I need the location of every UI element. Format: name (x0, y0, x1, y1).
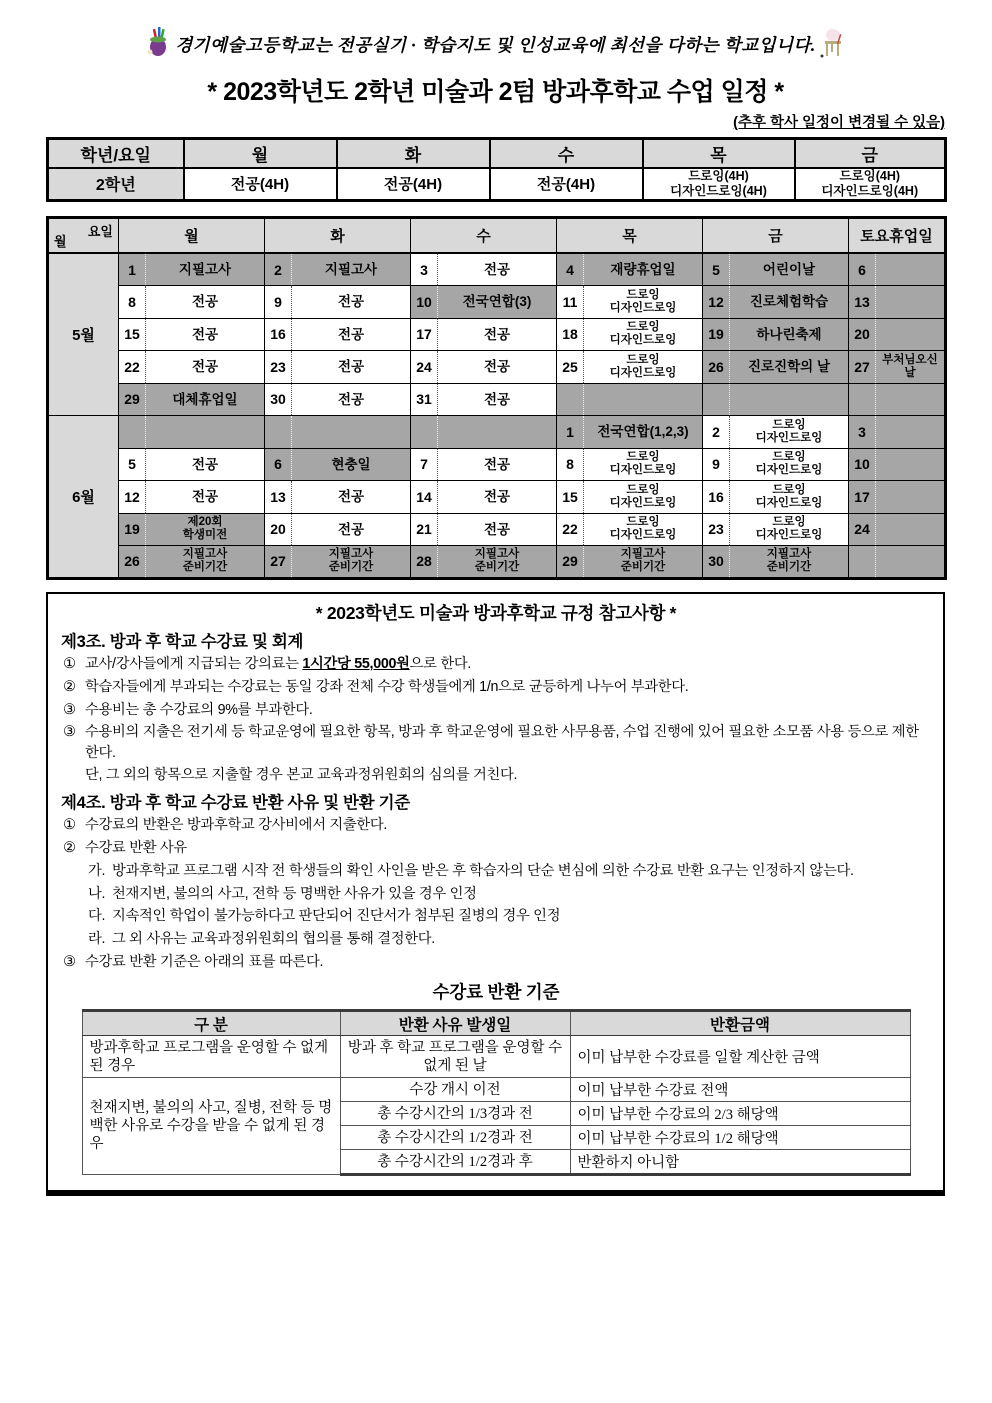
refund-header-cell: 구 분 (82, 1011, 340, 1036)
day-number: 22 (119, 351, 146, 383)
rule-item (61, 884, 931, 904)
day-event: 전국연합(3) (462, 294, 532, 310)
day-event: 전공 (191, 359, 219, 375)
calendar-day-cell (703, 318, 849, 351)
rule-marker: ① (63, 817, 76, 834)
day-number: 29 (557, 546, 584, 577)
day-event (876, 449, 944, 481)
calendar-day-cell (849, 351, 946, 384)
day-event: 대체휴업일 (172, 391, 238, 407)
calendar-day-cell (849, 286, 946, 319)
day-number: 9 (265, 286, 292, 318)
day-number: 20 (265, 514, 292, 546)
calendar-day-cell (703, 286, 849, 319)
day-number: 27 (265, 546, 292, 577)
refund-criteria-table (82, 1009, 911, 1176)
refund-table-title: 수강료 반환 기준 (432, 982, 560, 1003)
day-number: 11 (557, 286, 584, 318)
day-event: 전공 (483, 391, 511, 407)
day-number: 31 (411, 384, 438, 416)
day-number: 28 (411, 546, 438, 577)
day-event: 드로잉 디자인드로잉 (755, 451, 823, 477)
rule-item (61, 815, 931, 835)
day-event (876, 514, 944, 546)
day-number: 3 (849, 416, 876, 448)
calendar-day-cell (557, 286, 703, 319)
day-event: 진로진학의 날 (748, 359, 830, 375)
day-event: 전공 (483, 326, 511, 342)
day-number: 13 (265, 481, 292, 513)
refund-amount-cell: 이미 납부한 수강료를 일할 계산한 금액 (570, 1036, 910, 1078)
rule-text: 천재지변, 불의의 사고, 전학 등 명백한 사유가 있을 경우 인정 (112, 885, 477, 902)
page-title: * 2023학년도 2학년 미술과 2텀 방과후학교 수업 일정 * (207, 78, 784, 106)
rule-text: 단, 그 외의 항목으로 지출할 경우 본교 교육과정위원회의 심의를 거친다. (85, 767, 518, 784)
day-number: 27 (849, 351, 876, 383)
day-number (265, 416, 292, 448)
calendar-day-cell (265, 448, 411, 481)
day-event (876, 384, 944, 416)
corner-day-label: 요일 (87, 223, 113, 239)
rules-section (46, 592, 945, 1197)
calendar-day-cell (265, 286, 411, 319)
rule-marker: ② (63, 678, 76, 695)
calendar-day-cell (265, 416, 411, 449)
rule-text: 수강료의 반환은 방과후학교 강사비에서 지출한다. (85, 817, 388, 834)
day-number: 23 (703, 514, 730, 546)
calendar-day-cell (411, 448, 557, 481)
day-event: 재량휴업일 (610, 261, 676, 277)
calendar-day-cell (849, 546, 946, 579)
day-number (119, 416, 146, 448)
calendar-day-header: 월 (119, 217, 265, 253)
day-event: 제20회 학생미전 (182, 516, 228, 542)
day-event: 지필고사 (178, 261, 232, 277)
calendar-day-cell (265, 383, 411, 416)
calendar-day-cell (557, 253, 703, 286)
easel-icon (820, 26, 846, 63)
day-number (557, 384, 584, 416)
day-number: 3 (411, 254, 438, 285)
calendar-week-row (48, 481, 946, 514)
day-number: 6 (849, 254, 876, 285)
day-event (292, 416, 410, 448)
day-event: 전공 (483, 456, 511, 472)
day-event (146, 416, 264, 448)
rule-marker: ③ (63, 724, 76, 741)
day-event: 드로잉 디자인드로잉 (609, 353, 677, 379)
day-number: 14 (411, 481, 438, 513)
day-event: 지필고사 준비기간 (328, 548, 374, 574)
calendar-day-cell (119, 513, 265, 546)
day-number: 5 (703, 254, 730, 285)
day-event: 진로체험학습 (749, 294, 829, 310)
day-number: 4 (557, 254, 584, 285)
rule-text: 학습자들에게 부과되는 수강료는 동일 강좌 전체 수강 학생들에게 1/n으로 균등하게 나누어 부과한다. (85, 678, 689, 695)
refund-event-cell: 총 수강시간의 1/2경과 후 (340, 1150, 570, 1175)
calendar-day-cell (119, 286, 265, 319)
rule-item (61, 906, 931, 926)
day-event (876, 319, 944, 351)
day-number: 12 (703, 286, 730, 318)
rule-text: 그 외 사유는 교육과정위원회의 협의를 통해 결정한다. (112, 931, 435, 948)
day-event (438, 416, 556, 448)
month-label-cell: 5월 (48, 253, 119, 416)
weekly-body-row (48, 168, 946, 201)
day-number: 13 (849, 286, 876, 318)
day-event (876, 546, 944, 577)
day-event: 지필고사 (324, 261, 378, 277)
monthly-calendar-table (46, 216, 947, 580)
weekly-header-row (48, 139, 946, 168)
calendar-day-cell (411, 383, 557, 416)
day-number: 1 (557, 416, 584, 448)
day-number: 2 (703, 416, 730, 448)
calendar-day-cell (557, 351, 703, 384)
calendar-day-cell (411, 286, 557, 319)
day-number: 29 (119, 384, 146, 416)
calendar-day-cell (849, 481, 946, 514)
day-number: 22 (557, 514, 584, 546)
calendar-week-row (48, 448, 946, 481)
day-number: 8 (119, 286, 146, 318)
day-number: 10 (411, 286, 438, 318)
calendar-day-cell (557, 513, 703, 546)
refund-amount-cell: 이미 납부한 수강료의 2/3 해당액 (570, 1102, 910, 1126)
day-number: 16 (265, 319, 292, 351)
calendar-week-row (48, 416, 946, 449)
calendar-day-cell (849, 448, 946, 481)
grade-label-cell: 2학년 (48, 168, 184, 201)
refund-row (82, 1078, 910, 1102)
calendar-day-cell (849, 513, 946, 546)
day-event (584, 384, 702, 416)
rule-marker: ③ (63, 701, 76, 718)
calendar-day-cell (703, 351, 849, 384)
refund-event-cell: 총 수강시간의 1/3경과 전 (340, 1102, 570, 1126)
rule-item (61, 861, 931, 881)
calendar-day-cell (119, 351, 265, 384)
day-number (849, 546, 876, 577)
day-number: 18 (557, 319, 584, 351)
day-event: 전국연합(1,2,3) (597, 424, 689, 440)
day-event: 지필고사 준비기간 (766, 548, 812, 574)
weekly-header-corner: 학년/요일 (48, 139, 184, 168)
refund-header-row (82, 1011, 910, 1036)
calendar-day-cell (265, 318, 411, 351)
day-number: 24 (849, 514, 876, 546)
day-number: 30 (703, 546, 730, 577)
rule-text: 수강료 반환 기준은 아래의 표를 따른다. (85, 954, 324, 971)
calendar-week-row (48, 383, 946, 416)
calendar-day-cell (119, 318, 265, 351)
day-event: 전공 (191, 326, 219, 342)
rule-text: 지속적인 학업이 불가능하다고 판단되어 진단서가 첨부된 질병의 경우 인정 (112, 908, 561, 925)
rules-title: * 2023학년도 미술과 방과후학교 규정 참고사항 * (315, 602, 677, 623)
day-event: 드로잉 디자인드로잉 (609, 483, 677, 509)
calendar-day-cell (119, 383, 265, 416)
calendar-day-header: 화 (265, 217, 411, 253)
calendar-day-cell (119, 253, 265, 286)
calendar-corner-cell (48, 217, 119, 253)
day-event: 드로잉 디자인드로잉 (609, 321, 677, 347)
day-event: 드로잉 디자인드로잉 (755, 516, 823, 542)
refund-header-cell: 반환 사유 발생일 (340, 1011, 570, 1036)
calendar-day-cell (557, 318, 703, 351)
calendar-day-cell (849, 383, 946, 416)
day-event (876, 481, 944, 513)
day-event (876, 286, 944, 318)
day-event: 지필고사 준비기간 (474, 548, 520, 574)
calendar-week-row (48, 546, 946, 579)
day-number: 23 (265, 351, 292, 383)
day-number (411, 416, 438, 448)
day-number: 7 (411, 449, 438, 481)
day-number: 30 (265, 384, 292, 416)
day-event: 지필고사 준비기간 (620, 548, 666, 574)
calendar-day-cell (411, 318, 557, 351)
article3-items (61, 654, 931, 786)
rule-item (61, 838, 931, 858)
calendar-day-cell (849, 253, 946, 286)
day-number: 24 (411, 351, 438, 383)
weekly-day-header: 수 (490, 139, 643, 168)
weekly-subject-cell: 드로잉(4H) 디자인드로잉(4H) (795, 168, 946, 201)
weekly-subject-cell: 전공(4H) (184, 168, 337, 201)
day-event: 드로잉 디자인드로잉 (609, 451, 677, 477)
day-event: 전공 (337, 326, 365, 342)
day-event: 드로잉 디자인드로잉 (609, 516, 677, 542)
calendar-day-cell (119, 546, 265, 579)
rule-marker: ① (63, 656, 76, 672)
weekly-subject-cell: 전공(4H) (337, 168, 490, 201)
article4-items (61, 815, 931, 972)
calendar-day-header: 토요휴업일 (849, 217, 946, 253)
rule-item (61, 722, 931, 763)
refund-header-cell: 반환금액 (570, 1011, 910, 1036)
page-subtitle: (추후 학사 일정이 변경될 수 있음) (733, 115, 945, 131)
rule-item (61, 929, 931, 949)
day-number: 17 (849, 481, 876, 513)
day-event: 전공 (191, 489, 219, 505)
rule-item (61, 952, 931, 972)
refund-category-cell: 천재지변, 불의의 사고, 질병, 전학 등 명백한 사유로 수강을 받을 수 없게 된 경우 (82, 1078, 340, 1175)
calendar-week-row (48, 286, 946, 319)
day-event (876, 254, 944, 285)
refund-event-cell: 수강 개시 이전 (340, 1078, 570, 1102)
day-number: 5 (119, 449, 146, 481)
day-number: 6 (265, 449, 292, 481)
rule-text: 수강료 반환 사유 (85, 840, 187, 857)
school-slogan-row (46, 26, 945, 63)
rule-marker: 라. (88, 931, 106, 948)
day-number: 16 (703, 481, 730, 513)
day-number: 17 (411, 319, 438, 351)
rule-marker: 가. (88, 862, 106, 879)
article4-heading: 제4조. 방과 후 학교 수강료 반환 사유 및 반환 기준 (61, 793, 410, 812)
calendar-day-cell (703, 546, 849, 579)
day-event: 전공 (483, 261, 511, 277)
day-event: 전공 (483, 359, 511, 375)
rule-item (61, 677, 931, 697)
day-number: 15 (119, 319, 146, 351)
day-number: 19 (119, 514, 146, 546)
weekly-day-header: 금 (795, 139, 946, 168)
calendar-day-cell (703, 513, 849, 546)
day-number: 12 (119, 481, 146, 513)
corner-month-label: 월 (54, 234, 67, 249)
calendar-day-cell (411, 253, 557, 286)
calendar-day-cell (411, 351, 557, 384)
refund-event-cell: 총 수강시간의 1/2경과 전 (340, 1126, 570, 1150)
calendar-day-cell (265, 481, 411, 514)
day-event: 전공 (337, 521, 365, 537)
day-number: 15 (557, 481, 584, 513)
pencil-cup-icon (145, 27, 171, 62)
rule-text: 수용비는 총 수강료의 9%를 부과한다. (85, 701, 313, 718)
calendar-day-cell (849, 318, 946, 351)
refund-amount-cell: 이미 납부한 수강료 전액 (570, 1078, 910, 1102)
calendar-day-cell (703, 481, 849, 514)
calendar-day-cell (265, 253, 411, 286)
day-event: 전공 (337, 391, 365, 407)
calendar-day-header: 수 (411, 217, 557, 253)
rule-marker: 다. (88, 908, 106, 925)
day-event: 전공 (483, 489, 511, 505)
day-number: 10 (849, 449, 876, 481)
day-number (849, 384, 876, 416)
calendar-day-cell (557, 416, 703, 449)
calendar-body (48, 253, 946, 578)
weekly-day-header: 목 (643, 139, 795, 168)
day-number: 26 (119, 546, 146, 577)
rule-marker: ② (63, 840, 76, 857)
rule-text: 교사/강사들에게 지급되는 강의료는 1시간당 55,000원으로 한다. (85, 656, 472, 672)
day-number: 26 (703, 351, 730, 383)
rule-item (61, 765, 931, 785)
calendar-day-cell (411, 481, 557, 514)
day-number: 19 (703, 319, 730, 351)
rule-marker: ③ (63, 954, 76, 971)
calendar-day-cell (849, 416, 946, 449)
weekly-day-header: 월 (184, 139, 337, 168)
day-number: 2 (265, 254, 292, 285)
day-event: 어린이날 (762, 261, 816, 277)
calendar-day-cell (557, 481, 703, 514)
calendar-day-cell (411, 513, 557, 546)
calendar-day-cell (265, 546, 411, 579)
day-event: 전공 (191, 456, 219, 472)
day-number: 8 (557, 449, 584, 481)
calendar-day-cell (557, 383, 703, 416)
calendar-day-cell (703, 383, 849, 416)
calendar-week-row (48, 318, 946, 351)
calendar-day-cell (703, 253, 849, 286)
school-slogan: 경기예술고등학교는 전공실기 · 학습지도 및 인성교육에 최선을 다하는 학교입니다. (175, 35, 816, 55)
day-number: 21 (411, 514, 438, 546)
day-event: 현충일 (331, 456, 371, 472)
rule-text: 수용비의 지출은 전기세 등 학교운영에 필요한 항목, 방과 후 학교운영에 필요한 사무용품, 수업 진행에 있어 필요한 소모품 사용 등으로 제한한다. (85, 724, 919, 761)
calendar-day-cell (119, 481, 265, 514)
calendar-week-row (48, 513, 946, 546)
day-event: 드로잉 디자인드로잉 (609, 288, 677, 314)
calendar-day-header: 목 (557, 217, 703, 253)
calendar-day-cell (411, 416, 557, 449)
day-number: 9 (703, 449, 730, 481)
day-number: 1 (119, 254, 146, 285)
calendar-day-cell (557, 546, 703, 579)
day-event: 부처님오신 날 (882, 353, 938, 379)
rule-item (61, 700, 931, 720)
day-event: 전공 (337, 359, 365, 375)
day-number: 25 (557, 351, 584, 383)
calendar-day-cell (557, 448, 703, 481)
rule-marker: 나. (88, 885, 106, 902)
refund-category-cell: 방과후학교 프로그램을 운영할 수 없게 된 경우 (82, 1036, 340, 1078)
calendar-day-cell (119, 448, 265, 481)
month-label-cell: 6월 (48, 416, 119, 579)
weekly-schedule-table (46, 137, 947, 202)
day-number (703, 384, 730, 416)
day-event: 드로잉 디자인드로잉 (755, 483, 823, 509)
calendar-week-row (48, 351, 946, 384)
day-event: 전공 (337, 489, 365, 505)
day-event (876, 416, 944, 448)
calendar-day-cell (703, 416, 849, 449)
day-event: 전공 (337, 294, 365, 310)
refund-amount-cell: 이미 납부한 수강료의 1/2 해당액 (570, 1126, 910, 1150)
refund-row (82, 1036, 910, 1078)
rule-text: 방과후학교 프로그램 시작 전 학생들의 확인 사인을 받은 후 학습자의 단순 변심에 의한 수강료 반환 요구는 인정하지 않는다. (112, 862, 854, 879)
day-event: 전공 (483, 521, 511, 537)
day-event: 하나린축제 (756, 326, 822, 342)
calendar-day-cell (119, 416, 265, 449)
refund-body (82, 1036, 910, 1175)
day-event: 드로잉 디자인드로잉 (755, 418, 823, 444)
calendar-day-header: 금 (703, 217, 849, 253)
day-event: 지필고사 준비기간 (182, 548, 228, 574)
calendar-day-cell (265, 351, 411, 384)
day-event: 전공 (191, 294, 219, 310)
calendar-day-cell (703, 448, 849, 481)
rule-item (61, 654, 931, 674)
weekly-subject-cell: 전공(4H) (490, 168, 643, 201)
day-number: 20 (849, 319, 876, 351)
rule-marker (61, 765, 85, 785)
calendar-day-cell (411, 546, 557, 579)
calendar-week-row (48, 253, 946, 286)
calendar-header-row (48, 217, 946, 253)
weekly-subject-cell: 드로잉(4H) 디자인드로잉(4H) (643, 168, 795, 201)
article3-heading: 제3조. 방과 후 학교 수강료 및 회계 (61, 632, 304, 651)
calendar-day-cell (265, 513, 411, 546)
weekly-day-header: 화 (337, 139, 490, 168)
refund-event-cell: 방과 후 학교 프로그램을 운영할 수 없게 된 날 (340, 1036, 570, 1078)
refund-amount-cell: 반환하지 아니함 (570, 1150, 910, 1175)
day-event (730, 384, 848, 416)
